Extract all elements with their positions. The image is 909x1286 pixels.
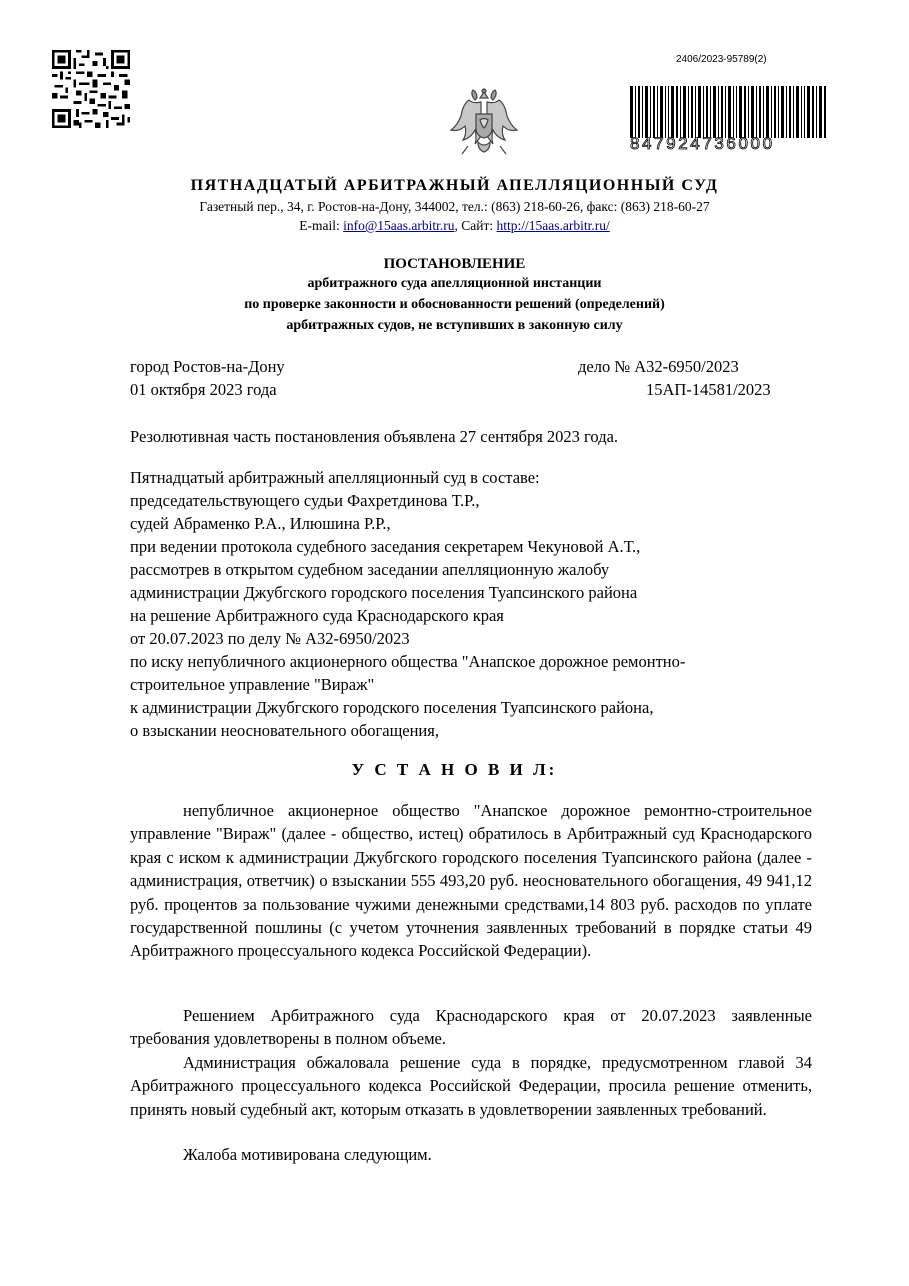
composition-line: о взыскании неосновательного обогащения, bbox=[130, 721, 439, 740]
qr-code bbox=[52, 50, 130, 128]
case-code: 2406/2023-95789(2) bbox=[676, 54, 767, 65]
court-contacts bbox=[0, 218, 909, 234]
court-address: Газетный пер., 34, г. Ростов-на-Дону, 344002, тел.: (863) 218-60-26, факс: (863) 218-60-27 bbox=[199, 199, 710, 214]
barcode-number: 847924736000 bbox=[630, 134, 775, 153]
email-link[interactable]: info@15aas.arbitr.ru bbox=[343, 218, 455, 233]
coat-of-arms-icon bbox=[448, 86, 520, 160]
composition-line: рассмотрев в открытом судебном заседании апелляционную жалобу bbox=[130, 560, 610, 579]
site-link[interactable]: http://15aas.arbitr.ru/ bbox=[496, 218, 610, 233]
operative-part: Резолютивная часть постановления объявлена 27 сентября 2023 года. bbox=[130, 427, 619, 446]
composition-line: строительное управление "Вираж" bbox=[130, 675, 375, 694]
composition-line: на решение Арбитражного суда Краснодарского края bbox=[130, 606, 504, 625]
site-label: , Сайт: bbox=[454, 218, 497, 233]
composition-line: к администрации Джубгского городского поселения Туапсинского района, bbox=[130, 698, 654, 717]
section-heading: У С Т А Н О В И Л: bbox=[351, 760, 558, 779]
title-line-3: арбитражных судов, не вступивших в законную силу bbox=[286, 318, 623, 333]
composition-line: от 20.07.2023 по делу № А32-6950/2023 bbox=[130, 629, 410, 648]
paragraph: Жалоба мотивирована следующим. bbox=[183, 1145, 432, 1164]
case-number: дело № А32-6950/2023 bbox=[578, 357, 739, 376]
composition-line: по иску непубличного акционерного общества "Анапское дорожное ремонтно- bbox=[130, 652, 686, 671]
composition-line: председательствующего судьи Фахретдинова Т.Р., bbox=[130, 491, 480, 510]
composition-line: при ведении протокола судебного заседания секретарем Чекуновой А.Т., bbox=[130, 537, 641, 556]
paragraph: Администрация обжаловала решение суда в порядке, предусмотренном главой 34 Арбитражного процессуального кодекса Российской Федерации, просила решение отменить, принять новый судебный акт, которым отказать в удовлетворении заявленных требований. bbox=[130, 1053, 812, 1119]
court-name: ПЯТНАДЦАТЫЙ АРБИТРАЖНЫЙ АПЕЛЛЯЦИОННЫЙ СУД bbox=[190, 177, 719, 194]
barcode bbox=[630, 86, 826, 138]
composition-line: администрации Джубгского городского поселения Туапсинского района bbox=[130, 583, 638, 602]
title-line-1: арбитражного суда апелляционной инстанции bbox=[307, 276, 602, 291]
composition-line: Пятнадцатый арбитражный апелляционный суд в составе: bbox=[130, 468, 540, 487]
email-label: E-mail: bbox=[299, 218, 344, 233]
appeal-number: 15АП-14581/2023 bbox=[646, 380, 771, 399]
city: город Ростов-на-Дону bbox=[130, 357, 285, 376]
decision-date: 01 октября 2023 года bbox=[130, 380, 277, 399]
title-line-2: по проверке законности и обоснованности решений (определений) bbox=[244, 297, 665, 312]
composition-line: судей Абраменко Р.А., Илюшина Р.Р., bbox=[130, 514, 391, 533]
paragraph: Решением Арбитражного суда Краснодарского края от 20.07.2023 заявленные требования удовлетворены в полном объеме. bbox=[130, 1006, 812, 1049]
document-title: ПОСТАНОВЛЕНИЕ bbox=[383, 256, 526, 272]
paragraph: непубличное акционерное общество "Анапское дорожное ремонтно-строительное управление "Вираж" (далее - общество, истец) обратилось в Арбитражный суд Краснодарского края с иском к администрации Джубгского городского поселения Туапсинского района (далее - администрация, ответчик) о взыскании 555 493,20 руб. неосновательного обогащения, 49 941,12 руб. процентов за пользование чужими денежными средствами,14 803 руб. расходов по уплате государственной пошлины (с учетом уточнения заявленных требований в порядке статьи 49 Арбитражного процессуального кодекса Российской Федерации). bbox=[130, 801, 812, 961]
